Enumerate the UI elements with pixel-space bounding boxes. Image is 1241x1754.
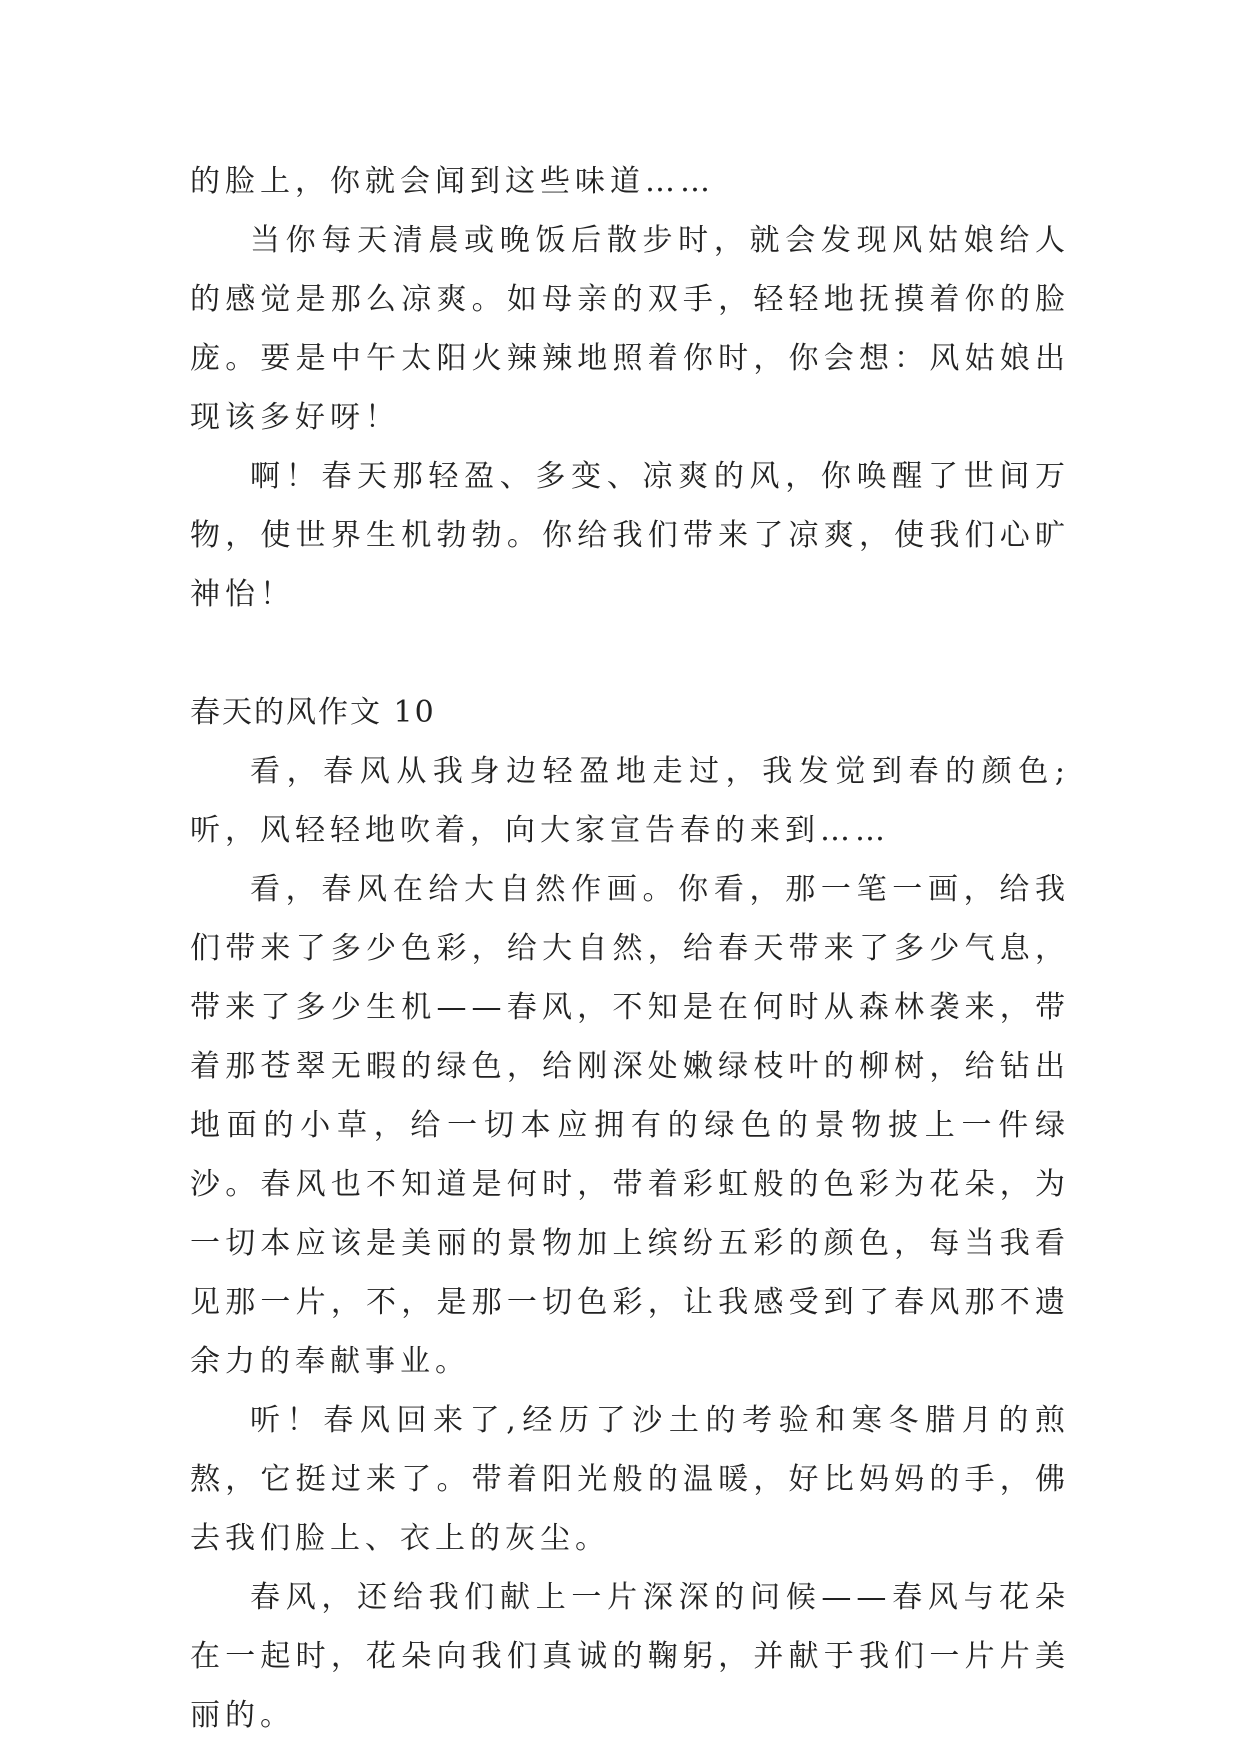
- paragraph: 春风，还给我们献上一片深深的问候——春风与花朵在一起时，花朵向我们真诚的鞠躬，并献于我们一片片美丽的。: [190, 1580, 1070, 1733]
- paragraph-continuation: 的脸上，你就会闻到这些味道……: [190, 164, 715, 199]
- document-body: [190, 152, 1070, 1745]
- paragraph: 听！春风回来了,经历了沙土的考验和寒冬腊月的煎熬，它挺过来了。带着阳光般的温暖，好比妈妈的手，佛去我们脸上、衣上的灰尘。: [190, 1403, 1070, 1556]
- paragraph: 看，春风在给大自然作画。你看，那一笔一画，给我们带来了多少色彩，给大自然，给春天带来了多少气息，带来了多少生机——春风，不知是在何时从森林袭来，带着那苍翠无暇的绿色，给刚深处嫩绿枝叶的柳树，给钻出地面的小草，给一切本应拥有的绿色的景物披上一件绿沙。春风也不知道是何时，带着彩虹般的色彩为花朵，为一切本应该是美丽的景物加上缤纷五彩的颜色，每当我看见那一片，不，是那一切色彩，让我感受到了春风那不遗余力的奉献事业。: [190, 872, 1070, 1379]
- paragraph: 看，春风从我身边轻盈地走过，我发觉到春的颜色;听，风轻轻地吹着，向大家宣告春的来到……: [190, 754, 1070, 848]
- paragraph: 当你每天清晨或晚饭后散步时，就会发现风姑娘给人的感觉是那么凉爽。如母亲的双手，轻轻地抚摸着你的脸庞。要是中午太阳火辣辣地照着你时，你会想：风姑娘出现该多好呀！: [190, 223, 1070, 435]
- paragraph: 啊！春天那轻盈、多变、凉爽的风，你唤醒了世间万物，使世界生机勃勃。你给我们带来了凉爽，使我们心旷神怡！: [190, 459, 1070, 612]
- section-heading: 春天的风作文 10: [190, 695, 436, 730]
